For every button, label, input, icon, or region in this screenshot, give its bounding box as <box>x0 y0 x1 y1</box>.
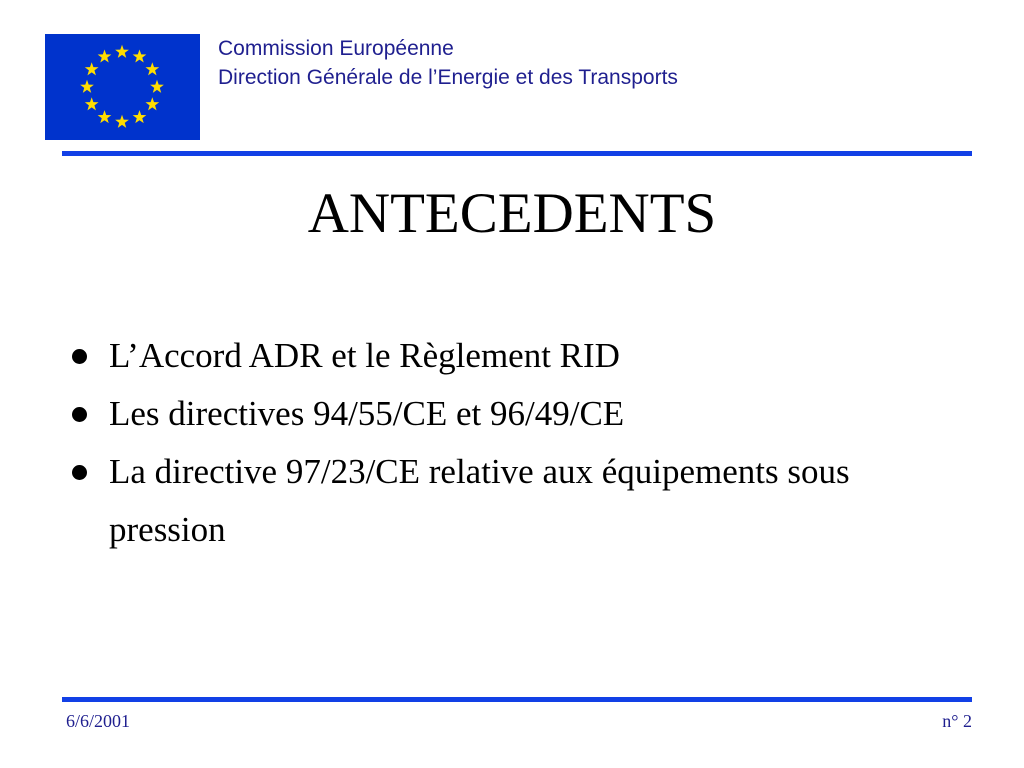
bullet-item <box>72 385 972 443</box>
footer-page-number: n° 2 <box>942 711 972 731</box>
footer-divider <box>62 697 972 702</box>
organization-name: Commission Européenne <box>218 37 454 60</box>
directorate-name: Direction Générale de l’Energie et des Transports <box>218 66 678 89</box>
bullet-list <box>72 327 972 559</box>
header-organization <box>218 34 678 92</box>
footer-date: 6/6/2001 <box>66 711 131 731</box>
slide-title: ANTECEDENTS <box>307 182 717 245</box>
bullet-dot-icon <box>72 465 87 480</box>
bullet-dot-icon <box>72 407 87 422</box>
bullet-item <box>72 443 972 559</box>
bullet-text: L’Accord ADR et le Règlement RID <box>109 336 620 375</box>
header-divider <box>62 151 972 156</box>
eu-flag-icon <box>45 34 200 140</box>
bullet-dot-icon <box>72 349 87 364</box>
bullet-item <box>72 327 972 385</box>
bullet-text: La directive 97/23/CE relative aux équipements sous pression <box>109 452 850 549</box>
bullet-text: Les directives 94/55/CE et 96/49/CE <box>109 394 625 433</box>
